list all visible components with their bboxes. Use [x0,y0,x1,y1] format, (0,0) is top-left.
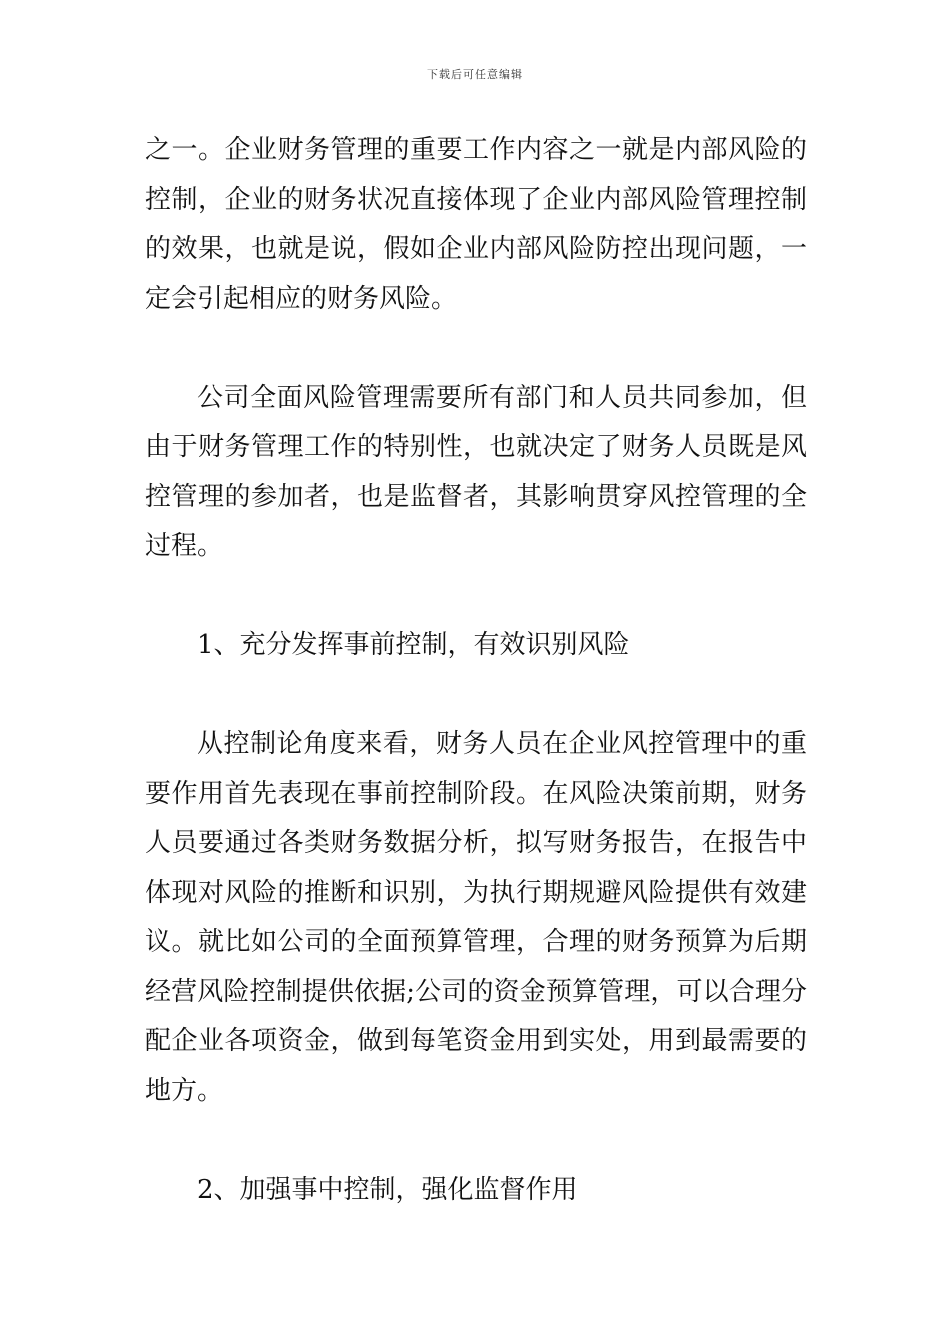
page-header: 下载后可任意编辑 [427,68,523,81]
paragraph-risk-management: 公司全面风险管理需要所有部门和人员共同参加，但由于财务管理工作的特别性，也就决定了财务人员既是风控管理的参加者，也是监督者，其影响贯穿风控管理的全过程。 [145,382,807,561]
paragraph-gap [145,1116,807,1166]
paragraph-gap [145,671,807,721]
document-body [145,126,807,1215]
section-heading-1: 1、充分发挥事前控制，有效识别风险 [197,630,630,660]
paragraph-gap [145,572,807,622]
paragraph-continuation: 之一。企业财务管理的重要工作内容之一就是内部风险的控制，企业的财务状况直接体现了企业内部风险管理控制的效果，也就是说，假如企业内部风险防控出现问题，一定会引起相应的财务风险。 [145,135,807,314]
paragraph-gap [145,324,807,374]
section-heading-2: 2、加强事中控制，强化监督作用 [197,1174,578,1205]
paragraph-pre-control: 从控制论角度来看，财务人员在企业风控管理中的重要作用首先表现在事前控制阶段。在风险决策前期，财务人员要通过各类财务数据分析，拟写财务报告，在报告中体现对风险的推断和识别，为执行期规避风险提供有效建议。就比如公司的全面预算管理，合理的财务预算为后期经营风险控制提供依据;公司的资金预算管理，可以合理分配企业各项资金，做到每笔资金用到实处，用到最需要的地方。 [145,729,807,1106]
